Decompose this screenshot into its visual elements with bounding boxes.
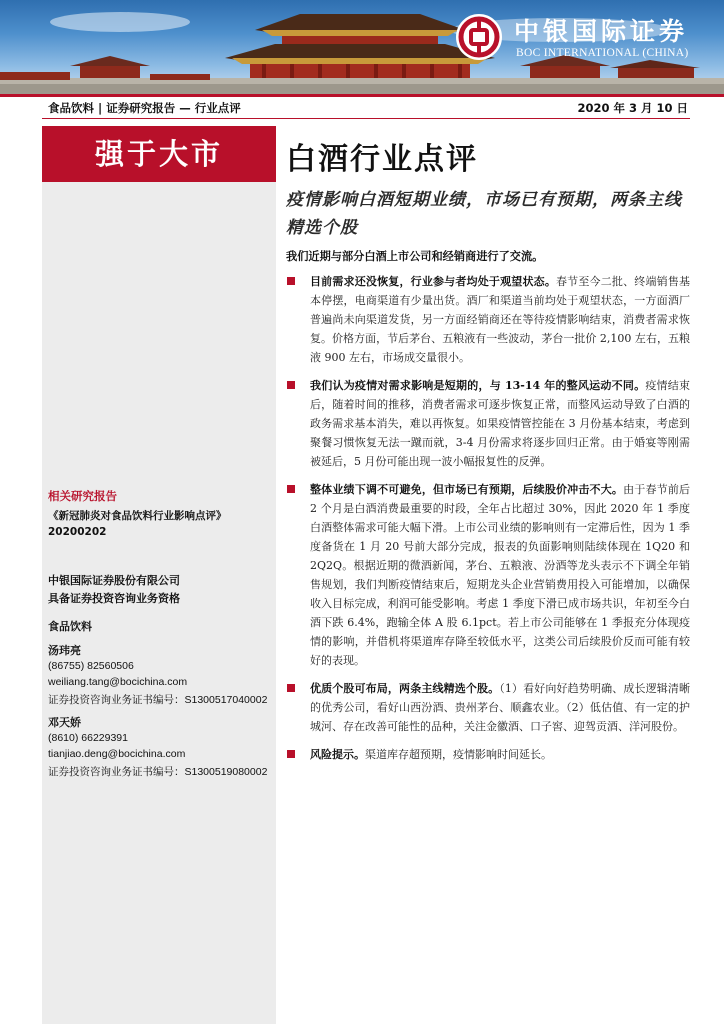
key-point-heading: 风险提示。: [310, 748, 365, 761]
report-date: 2020 年 3 月 10 日: [577, 101, 688, 115]
sector-label: 食品饮料: [48, 620, 92, 633]
key-point-body: 由于春节前后 2 个月是白酒消费最重要的时段，全年占比超过 30%，因此 2020 年 1 季度白酒整体需求可能大幅下滑。上市公司业绩的影响则有一定滞后性，因为 1 季度备货在 1 月 20 号前大部分完成，报表的负面影响则陆续体现在 1Q20 和 2Q2Q。根据近期的微酒新闻，茅台、五粮液、汾酒等龙头表示不下调全年销售规划，我们判断疫情结束后，短期龙头企业营销费用投入可能增加，以确保收入目标完成，利润可能受影响。考虑 1 季度下滑已成市场共识，年初至今白酒下跌 6.4%，跑输全体 A 股 6.1pct。若上市公司能够在 1 季报充分体现疫情的影响，并借机将渠道库存降至较低水平，这类公司后续股价反而可能有较好的表现。: [310, 483, 691, 667]
analyst-license: 证券投资咨询业务证书编号：S1300517040002: [48, 694, 268, 706]
banner-divider: [0, 94, 724, 97]
related-reports-title: 相关研究报告: [48, 489, 117, 503]
logo-subtitle: BOC INTERNATIONAL (CHINA): [516, 47, 689, 59]
analyst-email[interactable]: weiliang.tang@bocichina.com: [48, 676, 188, 688]
bullet-square-icon: [287, 684, 295, 692]
bullet-square-icon: [287, 750, 295, 758]
logo-name: 中银国际证券: [514, 17, 689, 46]
header-banner: [0, 0, 724, 94]
related-report-date: 20200202: [48, 526, 107, 538]
key-point: [286, 480, 690, 670]
key-point-heading: 我们认为疫情对需求影响是短期的，与 13-14 年的整风运动不同。: [310, 379, 646, 392]
bullet-square-icon: [287, 381, 295, 389]
bullet-square-icon: [287, 277, 295, 285]
company-logo: [456, 10, 720, 70]
analyst-name: 邓天娇: [48, 716, 81, 729]
key-point-body: 春节至今二批、终端销售基本停摆，电商渠道有少量出货。酒厂和渠道当前均处于观望状态，一方面酒厂普遍尚未向渠道发货，另一方面经销商还在等待疫情影响结束，消费者需求恢复。价格方面，节后茅台、五粮液有一些波动，茅台一批价 2,100 左右，五粮液 900 左右，市场成交量很小。: [310, 275, 690, 364]
bullet-square-icon: [287, 485, 295, 493]
key-point-heading: 整体业绩下调不可避免，但市场已有预期，后续股价冲击不大。: [310, 483, 624, 496]
report-category: 食品饮料 | 证券研究报告 — 行业点评: [48, 101, 241, 115]
key-point-body: 疫情结束后，随着时间的推移，消费者需求可逐步恢复正常，而整风运动导致了白酒的政务需求基本消失，难以再恢复。如果疫情管控能在 3 月份基本结束，考虑到聚餐习惯恢复无法一蹴而就，3-4 月份需求将逐步回归正常。由于婚宴等刚需被延后，5 月份可能出现一波小幅报复性的反弹。: [310, 379, 691, 468]
key-points-list: [286, 272, 690, 773]
analyst-email[interactable]: tianjiao.deng@bocichina.com: [48, 748, 186, 760]
key-point: [286, 745, 690, 764]
report-subtitle: 疫情影响白酒短期业绩，市场已有预期，两条主线精选个股: [286, 190, 682, 238]
key-point-body: 渠道库存超预期，疫情影响时间延长。: [365, 748, 552, 761]
analyst-name: 汤玮亮: [48, 644, 81, 657]
company-qualification: 具备证券投资咨询业务资格: [48, 592, 180, 605]
company-name: 中银国际证券股份有限公司: [48, 574, 180, 587]
header-rule: [42, 118, 690, 119]
report-title: 白酒行业点评: [286, 142, 478, 177]
analyst-phone: (86755) 82560506: [48, 660, 134, 672]
key-point: [286, 376, 690, 471]
analyst-phone: (8610) 66229391: [48, 732, 128, 744]
related-report-link[interactable]: 《新冠肺炎对食品饮料行业影响点评》: [48, 510, 227, 522]
key-point: [286, 679, 690, 736]
key-point-body: （1）看好向好趋势明确、成长逻辑清晰的优秀公司，看好山西汾酒、贵州茅台、顺鑫农业。（2）低估值、有一定的护城河、存在改善可能性的品种，关注金徽酒、口子窖、迎驾贡酒、洋河股份。: [310, 682, 690, 733]
key-point-heading: 优质个股可布局，两条主线精选个股。: [310, 682, 500, 695]
analyst-license: 证券投资咨询业务证书编号：S1300519080002: [48, 766, 268, 778]
intro-text: 我们近期与部分白酒上市公司和经销商进行了交流。: [286, 249, 544, 263]
boc-logo-icon: [456, 14, 502, 60]
key-point-heading: 目前需求还没恢复，行业参与者均处于观望状态。: [310, 275, 556, 288]
rating-badge: 强于大市: [42, 126, 276, 182]
key-point: [286, 272, 690, 367]
